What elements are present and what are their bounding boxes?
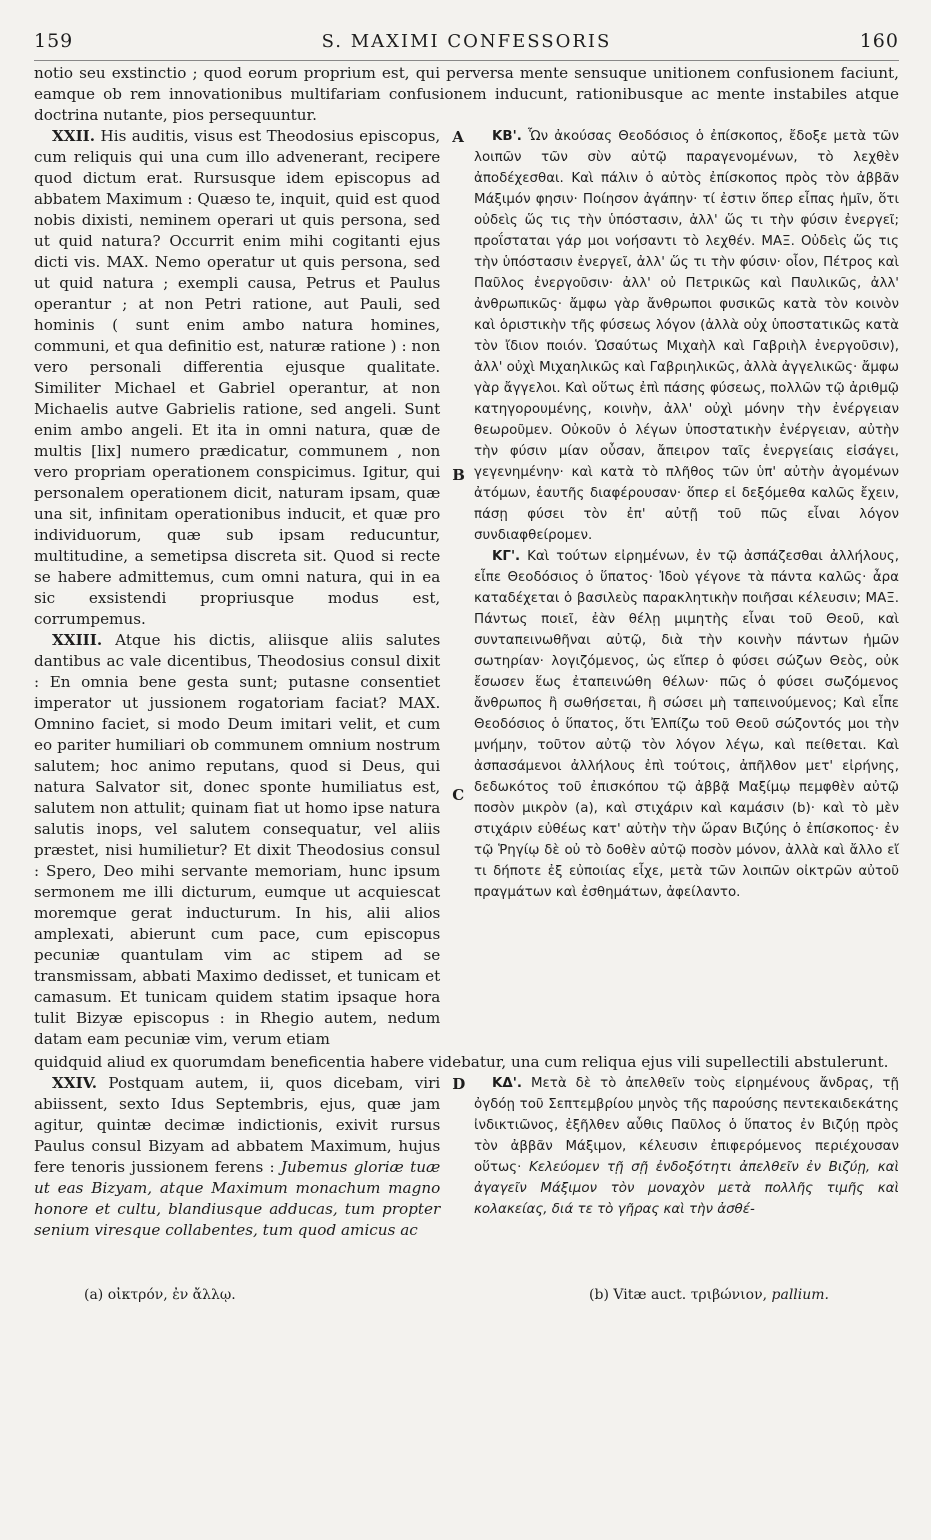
page-number-left: 159 [34,30,74,52]
margin-markers-lower [452,1073,466,1241]
footnotes [34,1287,899,1303]
top-full-width-text: notio seu exstinctio ; quod eorum proprium est, qui perversa mente sensuque unitionem confusionem faciunt, eamque ob rem innovationibus multifariam confusionem inducunt, rationibusque ac mente instabiles atque doctrina nutante, pios persequuntur. [34,64,899,124]
greek-column-lower [466,1073,899,1241]
greek-column [466,126,899,1050]
margin-markers [452,126,466,1050]
marker-c: C [452,786,465,804]
mid-full-width-text: quidquid aliud ex quorumdam beneficentia habere videbatur, una cum reliqua ejus vili supellectili abstulerunt. [34,1053,889,1071]
marker-a: A [452,128,464,146]
greek-section-23: ΚΓ'. Καὶ τούτων εἰρημένων, ἐν τῷ ἀσπάζεσθαι ἀλλήλους, εἶπε Θεοδόσιος ὁ ὕπατος· Ἰδοὺ γέγονε τὰ πάντα καλῶς· ἆρα καταδέχεται ὁ βασιλεὺς παρακλητικὴν ποιῆσαι κέλευσιν; ΜΑΞ. Πάντως ποιεῖ, ἐὰν θέλῃ μιμητὴς εἶναι τοῦ Θεοῦ, καὶ συνταπεινωθῆναι αὐτῷ, διὰ τὴν κοινὴν πάντων ἡμῶν σωτηρίαν· λογιζόμενος, ὡς εἴπερ ὁ φύσει σώζων Θεὸς, οὐκ ἔσωσεν ἕως ἐταπεινώθη θέλων· πῶς ὁ φύσει σωζόμενος ἄνθρωπος ἢ σωθήσεται, ἢ σώσει μὴ ταπεινούμενος; Καὶ εἶπε Θεοδόσιος ὁ ὕπατος, ὅτι Ἐλπίζω τοῦ Θεοῦ σώζοντός μοι τὴν μνήμην, τοῦτον αὐτῷ τὸν λόγον λέγω, καὶ πείθεται. Καὶ ἀσπασάμενοι ἀλλήλους ἐπὶ τούτοις, ἀπῆλθον μετ' εἰρήνης, δεδωκότος τοῦ ἐπισκόπου τῷ ἀββᾷ Μαξίμῳ πεμφθὲν αὐτῷ ποσὸν μικρὸν (a), καὶ στιχάριν καὶ καμάσιν (b)· καὶ τὸ μὲν στιχάριν εὐθέως κατ' αὐτὴν τὴν ὥραν Βιζύης ὁ ἐπίσκοπος· ἐν τῷ Ῥηγίῳ δὲ οὐ τὸ δοθὲν αὐτῷ ποσὸν μόνον, ἀλλὰ καὶ ἄλλο εἴ τι δήποτε ἐξ εὐποιίας εἶχε, μετὰ τῶν λοιπῶν οἰκτρῶν αὐτοῦ πραγμάτων καὶ ἐσθημάτων, ἀφείλαντο. [474,549,899,900]
footnote-b: (b) Vitæ auct. τριβώνιον, pallium. [589,1287,829,1303]
two-column-body [34,126,899,1050]
marker-b: B [452,466,465,484]
latin-section-24: XXIV. Postquam autem, ii, quos dicebam, viri abiissent, sexto Idus Septembris, ejus, quæ jam agitur, quintæ decimæ indictionis, exivit rursus Paulus consul Bizyam ad abbatem Maximum, hujus fere tenoris jussionem ferens : Jubemus gloriæ tuæ ut eas Bizyam, atque Maximum monachum magno honore et cultu, blandiusque adducas, tum propter senium viresque collabentes, tum quod amicus ac [34,1074,441,1239]
running-head [34,30,899,61]
footnote-a: (a) οἰκτρόν, ἐν ἄλλῳ. [84,1287,236,1303]
page-number-right: 160 [859,30,899,52]
running-title: S. MAXIMI CONFESSORIS [321,31,612,52]
latin-column-lower [34,1073,452,1241]
greek-section-22: ΚΒ'. Ὧν ἀκούσας Θεοδόσιος ὁ ἐπίσκοπος, ἔδοξε μετὰ τῶν λοιπῶν τῶν σὺν αὐτῷ παραγενομένων, τὸ λεχθὲν ἀποδέχεσθαι. Καὶ πάλιν ὁ αὐτὸς ἐπίσκοπος πρὸς τὸν ἀββᾶν Μάξιμόν φησιν· Ποίησον ἀγάπην· τί ἐστιν ὅπερ εἶπας ἡμῖν, ὅτι οὐδεὶς ὥς τις τὴν ὑπόστασιν, ἀλλ' ὥς τι τὴν φύσιν ἐνεργεῖ; προΐσταται γάρ μοι νοήσαντι τὸ λεχθέν. ΜΑΞ. Οὐδεὶς ὥς τις τὴν ὑπόστασιν ἐνεργεῖ, ἀλλ' ὥς τι τὴν φύσιν· οἷον, Πέτρος καὶ Παῦλος ἐνεργοῦσιν· ἀλλ' οὐ Πετρικῶς καὶ Παυλικῶς, ἀλλ' ἀνθρωπικῶς· ἄμφω γὰρ ἄνθρωποι φυσικῶς κατὰ τὸν κοινὸν καὶ ὁριστικὴν τῆς φύσεως λόγον (ἀλλὰ οὐχ ὑποστατικῶς κατὰ τὸν ἴδιον ποιόν. Ὡσαύτως Μιχαὴλ καὶ Γαβριὴλ ἐνεργοῦσιν), ἀλλ' οὐχὶ Μιχαηλικῶς καὶ Γαβριηλικῶς, ἀλλὰ ἀγγελικῶς· ἄμφω γὰρ ἄγγελοι. Καὶ οὕτως ἐπὶ πάσης φύσεως, πολλῶν τῷ ἀριθμῷ κατηγορουμένης, κοινὴν, ἀλλ' οὐχὶ μόνην τὴν ἐνέργειαν θεωροῦμεν. Οὐκοῦν ὁ λέγων ὑποστατικὴν ἐνέργειαν, αὐτὴν τὴν φύσιν μίαν οὖσαν, ἄπειρον ταῖς ἐνεργείαις εἰσάγει, γεγενημένην· καὶ κατὰ τὸ πλῆθος τῶν ὑπ' αὐτὴν ἀγομένων ἀτόμων, ἑαυτῆς διαφέρουσαν· ὅπερ εἰ δεξόμεθα καλῶς ἔχειν, πάσῃ φύσει τὸν ἐπ' αὐτῇ τοῦ πῶς εἶναι λόγον συνδιαφθείρομεν. [474,129,899,543]
greek-section-24: ΚΔ'. Μετὰ δὲ τὸ ἀπελθεῖν τοὺς εἰρημένους ἄνδρας, τῇ ὀγδόῃ τοῦ Σεπτεμβρίου μηνὸς τῆς παρούσης πεντεκαιδεκάτης ἰνδικτιῶνος, ἐξῆλθεν αὖθις Παῦλος ὁ ὕπατος ἐν Βιζύῃ πρὸς τὸν ἀββᾶν Μάξιμον, κέλευσιν ἐπιφερόμενος περιέχουσαν οὕτως· Κελεύομεν τῇ σῇ ἐνδοξότητι ἀπελθεῖν ἐν Βιζύῃ, καὶ ἀγαγεῖν Μάξιμον τὸν μοναχὸν μετὰ πολλῆς τιμῆς καὶ κολακείας, διά τε τὸ γῆρας καὶ τὴν ἀσθέ- [474,1076,899,1217]
latin-section-23: XXIII. Atque his dictis, aliisque aliis salutes dantibus ac vale dicentibus, Theodosius consul dixit : En omnia bene gesta sunt; putasne consentiet imperator ut jussionem rogatoriam faciat? MAX. Omnino faciet, si modo Deum imitari velit, et cum eo pariter humiliari ob communem omnium nostrum salutem; hoc animo reputans, quod si Deus, qui natura Salvator sit, donec sponte humiliatus est, salutem non attulit; quinam fiat ut homo ipse natura salutis inops, vel salutem consequatur, vel aliis præstet, nisi humilietur? Et dixit Theodosius consul : Spero, Deo mihi servante memoriam, hunc ipsum sermonem me illi dicturum, eumque ut acquiescat moremque gerat inducturum. In his, alii alios amplexati, abierunt cum pace, cum episcopus pecuniæ quantulam vim ac stipem ad se transmissam, abbati Maximo dedisset, et tunicam et camasum. Et tunicam quidem statim ipsaque hora tulit Bizyæ episcopus : in Rhegio autem, nedum datam eam pecuniæ vim, verum etiam [34,631,441,1048]
latin-column [34,126,452,1050]
latin-section-22: XXII. His auditis, visus est Theodosius episcopus, cum reliquis qui una cum illo advenerant, recipere quod dictum erat. Rursusque idem episcopus ad abbatem Maximum : Quæso te, inquit, quid est quod nobis dixisti, neminem operari ut quis persona, sed ut quid natura? Occurrit enim mihi cogitanti ejus dicti vis. MAX. Nemo operatur ut quis persona, sed ut quid natura ; exempli causa, Petrus et Paulus operantur ; at non Petri ratione, aut Pauli, sed hominis ( sunt enim ambo natura homines, communi, et qua definitio est, naturæ ratione ) : non vero personali differentia ejusque qualitate. Similiter Michael et Gabriel operantur, at non Michaelis autve Gabrielis ratione, sed angeli. Sunt enim ambo angeli. Et ita in omni natura, quæ de multis [lix] numero prædicatur, communem , non vero propriam operationem conspicimus. Igitur, qui personalem operationem dicit, naturam ipsam, quæ una sit, infinitam operationibus inducit, et quæ pro individuorum, quæ sub ipsam reducuntur, multitudine, a semetipsa discreta sit. Quod si recte se habere admittemus, cum omni natura, qui in ea sic exsistendi propriusque modus est, corrumpemus. [34,127,441,628]
marker-d: D [452,1075,466,1093]
two-column-body-lower [34,1073,899,1241]
